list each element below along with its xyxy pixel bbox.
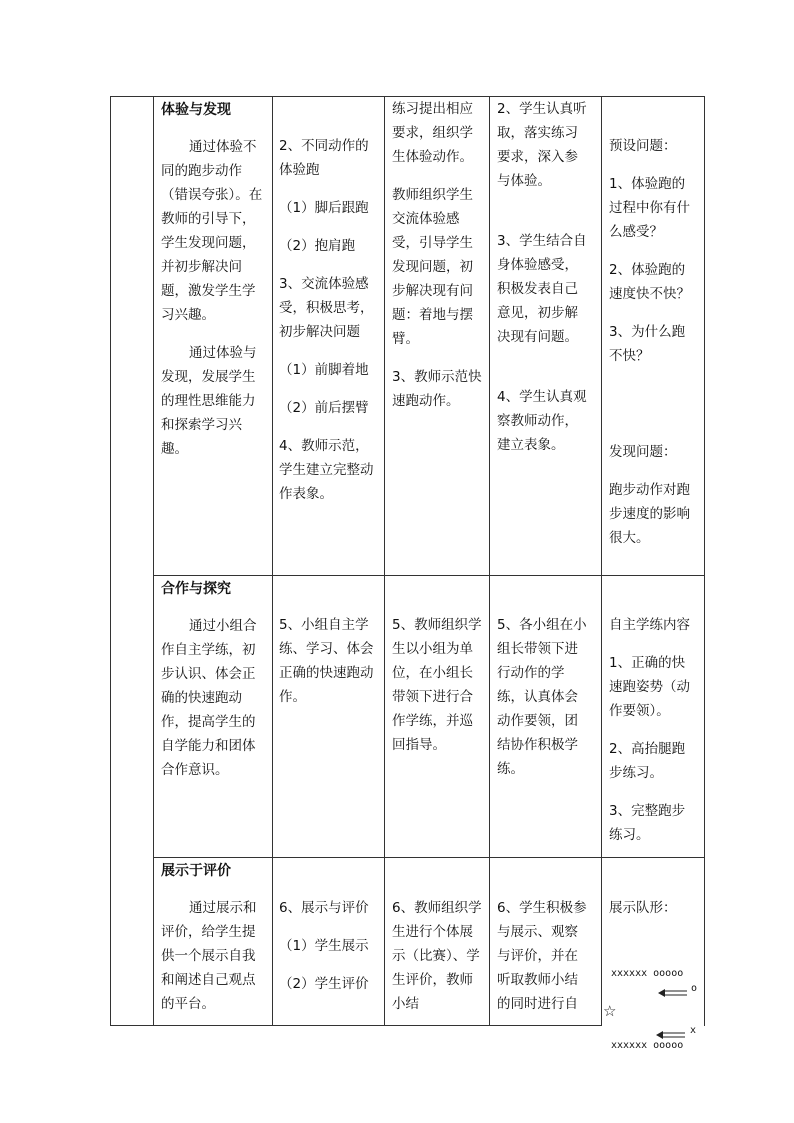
found-problem-text: 跑步动作对跑步速度的影响很大。 (609, 482, 690, 546)
table-col-divider-4 (489, 96, 490, 1026)
row1-content-cell (279, 134, 375, 506)
student-activity-text: 6、学生积极参与展示、观察与评价，并在听取教师小结的同时进行自 (497, 900, 587, 1012)
content-item: 6、展示与评价 (279, 900, 369, 916)
preset-question: 1、体验跑的过程中你有什么感受？ (609, 176, 690, 240)
row3-objective-cell (161, 860, 265, 1016)
row1-notes-cell (609, 134, 697, 550)
table-border-bottom (110, 1025, 601, 1026)
content-item: 2、不同动作的体验跑 (279, 138, 369, 178)
teacher-star-icon: ☆ (603, 1002, 617, 1020)
content-item: （2）前后摆臂 (279, 400, 369, 416)
student-activity-text: 4、学生认真观察教师动作，建立表象。 (497, 389, 587, 453)
preset-question: 2、体验跑的速度快不快？ (609, 262, 690, 302)
table-col-divider-1 (153, 96, 154, 1026)
content-item: 4、教师示范，学生建立完整动作表象。 (279, 438, 374, 502)
content-item: （2）学生评价 (279, 976, 369, 992)
student-activity-text: 5、各小组在小组长带领下进行动作的学练，认真体会动作要领，团结协作积极学练。 (497, 617, 587, 777)
content-item: 5、小组自主学练、学习、体会正确的快速跑动作。 (279, 617, 374, 705)
row3-content-cell (279, 896, 375, 996)
content-item: （1）前脚着地 (279, 362, 369, 378)
formation-row-top: xxxxxx ooooo (611, 968, 684, 979)
table-row-divider-2 (153, 857, 705, 858)
table-col-divider-5 (601, 96, 602, 1026)
row1-student-cell (497, 97, 591, 457)
objective-text: 通过小组合作自主学练，初步认识、体会正确的快速跑动作，提高学生的自学能力和团体合作意识。 (161, 618, 257, 778)
row3-student-cell (497, 896, 591, 1016)
table-border-left (110, 96, 111, 1026)
content-item: （2）抱肩跑 (279, 238, 356, 254)
row2-objective-cell (161, 578, 265, 782)
objective-text: 通过展示和评价，给学生提供一个展示自我和阐述自己观点的平台。 (161, 900, 257, 1012)
arrow-left-icon (658, 983, 688, 1002)
row2-content-cell (279, 613, 375, 709)
content-item: 3、交流体验感受，积极思考，初步解决问题 (279, 276, 374, 340)
row3-notes-cell (609, 896, 697, 920)
formation-marker-o: o (691, 983, 698, 994)
notes-heading: 自主学练内容 (609, 617, 690, 633)
objective-text: 通过体验不同的跑步动作（错误夸张）。在教师的引导下，学生发现问题，并初步解决问题，激发学生学习兴趣。 (161, 139, 263, 323)
table-col-divider-2 (272, 96, 273, 1026)
practice-item: 1、正确的快速跑姿势（动作要领）。 (609, 655, 690, 719)
row3-teacher-cell (392, 896, 484, 1016)
section-title-showcase: 展示于评价 (161, 863, 231, 879)
row2-teacher-cell (392, 613, 484, 757)
teacher-activity-text: 练习提出相应要求，组织学生体验动作。 (392, 101, 473, 165)
teacher-activity-text: 5、教师组织学生以小组为单位，在小组长带领下进行合作学练，并巡回指导。 (392, 617, 482, 753)
practice-item: 2、高抬腿跑步练习。 (609, 741, 686, 781)
teacher-activity-text: 6、教师组织学生进行个体展示（比赛）、学生评价，教师小结 (392, 900, 482, 1012)
row1-objective-cell (161, 99, 265, 461)
table-col-divider-3 (384, 96, 385, 1026)
notes-heading: 预设问题： (609, 138, 677, 154)
table-row-divider-1 (153, 575, 705, 576)
student-activity-text: 2、学生认真听取，落实练习要求，深入参与体验。 (497, 101, 587, 189)
row2-notes-cell (609, 613, 697, 847)
notes-heading: 展示队形： (609, 900, 677, 916)
row2-student-cell (497, 613, 591, 781)
formation-row-bottom: xxxxxx ooooo (611, 1040, 684, 1051)
notes-heading: 发现问题： (609, 444, 677, 460)
row1-teacher-cell (392, 97, 484, 413)
formation-marker-x: x (690, 1025, 697, 1036)
content-item: （1）脚后跟跑 (279, 200, 369, 216)
table-border-right (704, 96, 705, 1026)
objective-text: 通过体验与发现，发展学生的理性思维能力和探索学习兴趣。 (161, 345, 257, 457)
practice-item: 3、完整跑步练习。 (609, 803, 686, 843)
teacher-activity-text: 教师组织学生交流体验感受，引导学生发现问题，初步解决现有问题：着地与摆臂。 (392, 187, 473, 347)
student-activity-text: 3、学生结合自身体验感受，积极发表自己意见，初步解决现有问题。 (497, 233, 587, 345)
preset-question: 3、为什么跑不快？ (609, 324, 686, 364)
content-item: （1）学生展示 (279, 938, 369, 954)
teacher-activity-text: 3、教师示范快速跑动作。 (392, 369, 482, 409)
section-title-experience: 体验与发现 (161, 102, 231, 118)
section-title-cooperation: 合作与探究 (161, 581, 231, 597)
